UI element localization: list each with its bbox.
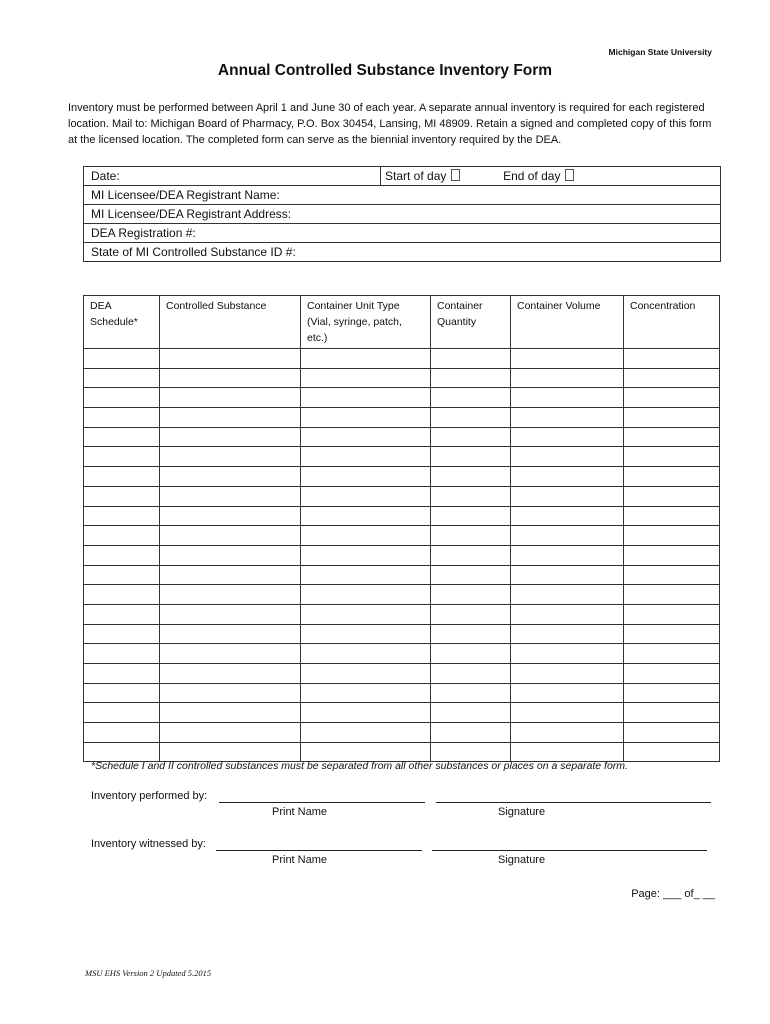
table-cell[interactable]	[511, 664, 624, 684]
table-cell[interactable]	[160, 565, 301, 585]
table-cell[interactable]	[431, 604, 511, 624]
table-cell[interactable]	[160, 349, 301, 369]
table-cell[interactable]	[84, 624, 160, 644]
table-cell[interactable]	[624, 526, 720, 546]
table-cell[interactable]	[431, 723, 511, 743]
table-cell[interactable]	[624, 723, 720, 743]
table-cell[interactable]	[511, 624, 624, 644]
table-cell[interactable]	[624, 408, 720, 428]
table-cell[interactable]	[301, 624, 431, 644]
table-cell[interactable]	[624, 447, 720, 467]
licensee-address-label: MI Licensee/DEA Registrant Address:	[91, 207, 292, 221]
table-cell[interactable]	[301, 664, 431, 684]
table-cell[interactable]	[624, 388, 720, 408]
table-cell[interactable]	[431, 467, 511, 487]
table-header-row	[84, 296, 720, 349]
institution-name: Michigan State University	[608, 47, 712, 57]
table-cell[interactable]	[160, 368, 301, 388]
table-cell[interactable]	[301, 526, 431, 546]
table-cell[interactable]	[431, 349, 511, 369]
table-cell[interactable]	[624, 368, 720, 388]
table-cell[interactable]	[160, 388, 301, 408]
table-cell[interactable]	[84, 427, 160, 447]
table-cell[interactable]	[431, 368, 511, 388]
table-cell[interactable]	[301, 388, 431, 408]
table-cell[interactable]	[301, 644, 431, 664]
form-title: Annual Controlled Substance Inventory Form	[217, 62, 553, 79]
table-row	[84, 467, 720, 487]
table-cell[interactable]	[624, 683, 720, 703]
table-cell[interactable]	[301, 703, 431, 723]
table-cell[interactable]	[84, 585, 160, 605]
table-cell[interactable]	[160, 585, 301, 605]
table-cell[interactable]	[84, 506, 160, 526]
table-row	[84, 447, 720, 467]
performed-print-name-caption: Print Name	[272, 806, 328, 818]
col-dea-schedule: DEA Schedule*	[84, 296, 160, 349]
table-cell[interactable]	[84, 467, 160, 487]
col-concentration: Concentration	[624, 296, 720, 349]
col-container-quantity: Container Quantity	[431, 296, 511, 349]
witnessed-signature-line[interactable]	[432, 850, 707, 851]
table-cell[interactable]	[160, 723, 301, 743]
info-box	[83, 166, 721, 262]
table-cell[interactable]	[160, 703, 301, 723]
table-row	[84, 604, 720, 624]
witnessed-by-label: Inventory witnessed by:	[91, 838, 206, 850]
table-cell[interactable]	[431, 703, 511, 723]
table-cell[interactable]	[160, 644, 301, 664]
version-note: MSU EHS Version 2 Updated 5.2015	[85, 968, 212, 978]
table-cell[interactable]	[511, 349, 624, 369]
table-cell[interactable]	[431, 526, 511, 546]
table-cell[interactable]	[624, 703, 720, 723]
table-cell[interactable]	[624, 486, 720, 506]
table-cell[interactable]	[84, 349, 160, 369]
table-cell[interactable]	[301, 486, 431, 506]
table-cell[interactable]	[624, 545, 720, 565]
state-id-field[interactable]	[84, 243, 720, 262]
table-cell[interactable]	[431, 506, 511, 526]
table-cell[interactable]	[431, 388, 511, 408]
licensee-name-field[interactable]	[84, 186, 720, 205]
day-options	[380, 167, 574, 185]
table-cell[interactable]	[84, 545, 160, 565]
table-cell[interactable]	[431, 742, 511, 762]
table-cell[interactable]	[511, 703, 624, 723]
end-of-day-checkbox[interactable]	[565, 169, 574, 181]
table-cell[interactable]	[511, 506, 624, 526]
table-cell[interactable]	[84, 683, 160, 703]
table-row	[84, 644, 720, 664]
page-number: Page: ___ of_ __	[631, 888, 715, 900]
table-cell[interactable]	[160, 447, 301, 467]
table-cell[interactable]	[301, 349, 431, 369]
table-row	[84, 427, 720, 447]
witnessed-signature-caption: Signature	[498, 854, 546, 866]
start-of-day-label: Start of day	[385, 169, 447, 183]
table-cell[interactable]	[511, 427, 624, 447]
table-row	[84, 585, 720, 605]
table-cell[interactable]	[301, 742, 431, 762]
end-of-day-label: End of day	[503, 169, 561, 183]
table-cell[interactable]	[301, 545, 431, 565]
table-cell[interactable]	[160, 427, 301, 447]
table-row	[84, 723, 720, 743]
table-cell[interactable]	[431, 447, 511, 467]
col-container-unit-type: Container Unit Type (Vial, syringe, patch, etc.)	[301, 296, 431, 349]
table-cell[interactable]	[84, 703, 160, 723]
date-label: Date:	[91, 169, 120, 183]
table-cell[interactable]	[84, 604, 160, 624]
table-cell[interactable]	[511, 683, 624, 703]
table-cell[interactable]	[511, 486, 624, 506]
dea-registration-field[interactable]	[84, 224, 720, 243]
performed-by-label: Inventory performed by:	[91, 790, 208, 802]
dea-registration-label: DEA Registration #:	[91, 226, 196, 240]
licensee-name-label: MI Licensee/DEA Registrant Name:	[91, 188, 280, 202]
table-cell[interactable]	[511, 388, 624, 408]
table-cell[interactable]	[160, 506, 301, 526]
table-cell[interactable]	[160, 664, 301, 684]
licensee-address-field[interactable]	[84, 205, 720, 224]
table-cell[interactable]	[301, 683, 431, 703]
table-row	[84, 388, 720, 408]
table-cell[interactable]	[624, 427, 720, 447]
table-cell[interactable]	[624, 624, 720, 644]
table-cell[interactable]	[511, 604, 624, 624]
col-controlled-substance: Controlled Substance	[160, 296, 301, 349]
table-cell[interactable]	[84, 388, 160, 408]
table-row	[84, 565, 720, 585]
table-cell[interactable]	[624, 585, 720, 605]
table-cell[interactable]	[431, 585, 511, 605]
table-row	[84, 742, 720, 762]
table-cell[interactable]	[624, 506, 720, 526]
table-cell[interactable]	[84, 644, 160, 664]
table-cell[interactable]	[84, 664, 160, 684]
table-row	[84, 683, 720, 703]
table-row	[84, 526, 720, 546]
table-row	[84, 664, 720, 684]
table-cell[interactable]	[624, 565, 720, 585]
table-cell[interactable]	[431, 565, 511, 585]
table-row	[84, 506, 720, 526]
table-cell[interactable]	[511, 565, 624, 585]
table-row	[84, 486, 720, 506]
table-cell[interactable]	[301, 723, 431, 743]
table-cell[interactable]	[431, 486, 511, 506]
table-cell[interactable]	[624, 467, 720, 487]
performed-signature-caption: Signature	[498, 806, 546, 818]
table-cell[interactable]	[160, 604, 301, 624]
table-cell[interactable]	[511, 644, 624, 664]
table-cell[interactable]	[511, 545, 624, 565]
table-cell[interactable]	[160, 742, 301, 762]
table-cell[interactable]	[84, 723, 160, 743]
table-cell[interactable]	[301, 604, 431, 624]
table-cell[interactable]	[301, 506, 431, 526]
intro-paragraph: Inventory must be performed between April 1 and June 30 of each year. A separate annual inventory is required for each registered location. Mail to: Michigan Board of Pharmacy, P.O. Box 30454, Lansing, MI 48909. Retain a signed and completed copy of this form at the licensed location. The completed form can serve as the biennial inventory required by the DEA.	[68, 102, 712, 146]
table-row	[84, 408, 720, 428]
table-row	[84, 624, 720, 644]
table-cell[interactable]	[431, 624, 511, 644]
inventory-table	[83, 295, 720, 762]
inventory-rows	[84, 349, 720, 762]
table-cell[interactable]	[511, 742, 624, 762]
table-cell[interactable]	[431, 683, 511, 703]
performed-signature-line[interactable]	[436, 802, 711, 803]
table-cell[interactable]	[160, 467, 301, 487]
state-id-label: State of MI Controlled Substance ID #:	[91, 245, 296, 259]
table-cell[interactable]	[301, 408, 431, 428]
table-cell[interactable]	[84, 742, 160, 762]
table-cell[interactable]	[511, 368, 624, 388]
table-row	[84, 368, 720, 388]
table-cell[interactable]	[431, 644, 511, 664]
table-cell[interactable]	[160, 683, 301, 703]
table-cell[interactable]	[84, 486, 160, 506]
witnessed-print-name-line[interactable]	[216, 850, 422, 851]
table-cell[interactable]	[511, 526, 624, 546]
table-cell[interactable]	[511, 723, 624, 743]
table-cell[interactable]	[431, 664, 511, 684]
table-cell[interactable]	[301, 585, 431, 605]
performed-print-name-line[interactable]	[219, 802, 425, 803]
table-cell[interactable]	[301, 447, 431, 467]
table-cell[interactable]	[511, 408, 624, 428]
table-cell[interactable]	[84, 408, 160, 428]
table-cell[interactable]	[511, 585, 624, 605]
witnessed-print-name-caption: Print Name	[272, 854, 328, 866]
table-cell[interactable]	[160, 526, 301, 546]
col-container-volume: Container Volume	[511, 296, 624, 349]
table-cell[interactable]	[624, 644, 720, 664]
table-cell[interactable]	[160, 408, 301, 428]
table-cell[interactable]	[160, 624, 301, 644]
table-cell[interactable]	[84, 526, 160, 546]
table-cell[interactable]	[624, 664, 720, 684]
table-row	[84, 545, 720, 565]
date-row	[84, 167, 720, 186]
table-cell[interactable]	[84, 447, 160, 467]
table-cell[interactable]	[301, 427, 431, 447]
table-cell[interactable]	[431, 545, 511, 565]
table-cell[interactable]	[431, 427, 511, 447]
table-cell[interactable]	[511, 447, 624, 467]
start-of-day-checkbox[interactable]	[451, 169, 460, 181]
table-cell[interactable]	[301, 467, 431, 487]
table-row	[84, 703, 720, 723]
schedule-footnote: *Schedule I and II controlled substances must be separated from all other substances or places on a separate form.	[91, 760, 628, 772]
table-cell[interactable]	[624, 349, 720, 369]
table-cell[interactable]	[160, 545, 301, 565]
table-cell[interactable]	[160, 486, 301, 506]
table-cell[interactable]	[511, 467, 624, 487]
table-cell[interactable]	[301, 565, 431, 585]
table-cell[interactable]	[624, 604, 720, 624]
table-cell[interactable]	[84, 368, 160, 388]
table-cell[interactable]	[624, 742, 720, 762]
table-row	[84, 349, 720, 369]
table-cell[interactable]	[84, 565, 160, 585]
table-cell[interactable]	[301, 368, 431, 388]
table-cell[interactable]	[431, 408, 511, 428]
